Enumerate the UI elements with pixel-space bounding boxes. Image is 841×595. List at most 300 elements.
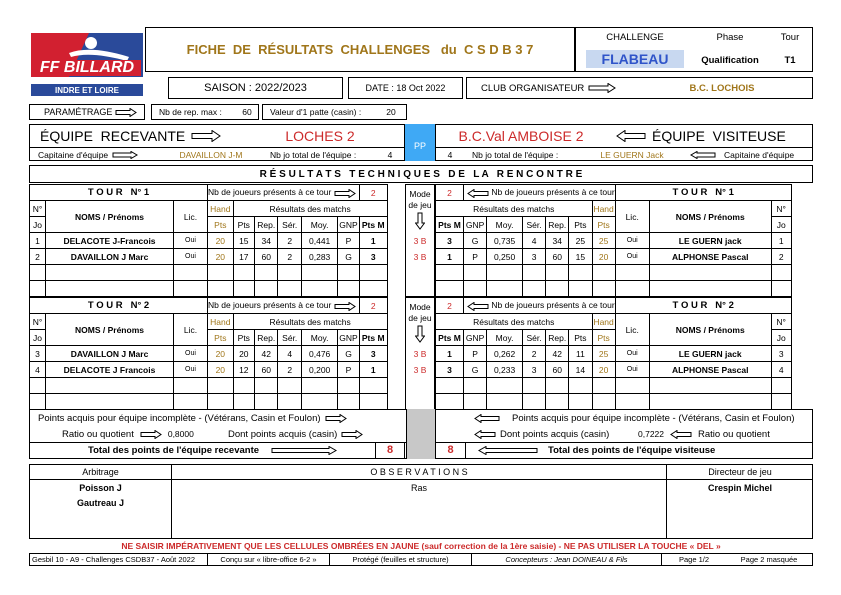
noms-header: NOMS / Prénoms <box>46 201 174 233</box>
cell-rep: 60 <box>254 249 278 265</box>
arrow-right-icon <box>271 446 337 455</box>
cell-hand: 20 <box>208 249 234 265</box>
empty-cell <box>254 265 278 281</box>
moy-header: Moy. <box>301 330 337 346</box>
cell-ser: 2 <box>522 346 545 362</box>
table-row <box>30 281 388 297</box>
empty-cell <box>436 265 464 281</box>
cell-no: 3 <box>771 346 791 362</box>
ptsm-header: Pts M <box>359 217 387 233</box>
empty-cell <box>546 394 569 410</box>
gnp-header: GNP <box>338 330 359 346</box>
ptsm-header: Pts M <box>436 330 464 346</box>
ser-header: Sér. <box>522 217 545 233</box>
ser-header: Sér. <box>278 330 302 346</box>
empty-cell <box>592 378 615 394</box>
empty-cell <box>592 281 615 297</box>
empty-cell <box>46 378 174 394</box>
home-name: LOCHES 2 <box>285 128 355 144</box>
phase-label: Phase <box>716 31 744 43</box>
arrow-left-icon <box>467 302 489 311</box>
mode-value: 3 B <box>413 251 427 262</box>
moy-header: Moy. <box>487 217 523 233</box>
empty-cell <box>208 281 234 297</box>
empty-cell <box>174 281 208 297</box>
cell-moy: 0,200 <box>301 362 337 378</box>
cell-gnp: G <box>464 362 487 378</box>
empty-cell <box>208 394 234 410</box>
cell-nom: LE GUERN jack <box>649 233 771 249</box>
directeur-value: Crespin Michel <box>707 482 772 493</box>
date-label: DATE : <box>365 83 394 93</box>
directeur-label: Directeur de jeu <box>708 467 772 477</box>
table-row <box>30 249 388 265</box>
season-label: SAISON : <box>204 82 252 94</box>
observations-text: Ras <box>410 482 427 493</box>
footer-box <box>29 464 813 539</box>
valeur-box <box>262 104 407 120</box>
cell-ptsm: 3 <box>359 249 387 265</box>
hand-pts-header: Pts <box>208 217 234 233</box>
hand-pts-header: Pts <box>592 217 615 233</box>
empty-cell <box>649 281 771 297</box>
arbitre-2: Gautreau J <box>76 497 125 508</box>
empty-cell <box>46 265 174 281</box>
credits-bar <box>29 553 813 566</box>
cell-rep: 60 <box>546 249 569 265</box>
tour-label: T O U R N° 1 <box>30 185 208 201</box>
cell-pts: 14 <box>569 362 592 378</box>
date-box <box>348 77 463 99</box>
home-team-box <box>29 124 405 161</box>
home-casin-label: Dont points acquis (casin) <box>228 428 338 440</box>
cell-no: 3 <box>30 346 46 362</box>
club-value: B.C. LOCHOIS <box>689 82 755 94</box>
home-incomplete-label: Points acquis pour équipe incomplète - (Vétérans, Casin et Foulon) <box>38 412 321 424</box>
no-header: N° <box>771 314 791 330</box>
tour-label: T O U R N° 2 <box>615 298 791 314</box>
cell-ser: 2 <box>278 233 302 249</box>
club-label: CLUB ORGANISATEUR <box>481 82 585 94</box>
arrow-right-icon <box>325 414 347 423</box>
cell-lic: Oui <box>615 233 649 249</box>
cell-ser: 3 <box>522 249 545 265</box>
rep-header: Rep. <box>546 330 569 346</box>
resultats-header: Résultats des matchs <box>233 314 387 330</box>
empty-cell <box>30 378 46 394</box>
empty-cell <box>30 281 46 297</box>
empty-cell <box>46 394 174 410</box>
total-away-label: Total des points de l'équipe visiteuse <box>548 444 716 456</box>
empty-cell <box>592 394 615 410</box>
away-captain: LE GUERN Jack <box>600 149 664 160</box>
away-total: 4 <box>447 149 453 160</box>
empty-cell <box>522 281 545 297</box>
cell-ptsm: 1 <box>436 346 464 362</box>
empty-cell <box>338 265 359 281</box>
home-results-table <box>29 297 388 410</box>
present-label: Nb de joueurs présents à ce tour <box>208 187 332 198</box>
cell-no: 4 <box>771 362 791 378</box>
cell-gnp: G <box>338 346 359 362</box>
lic-header: Lic. <box>615 314 649 346</box>
table-row <box>30 394 388 410</box>
cell-gnp: P <box>464 346 487 362</box>
no-header: N° <box>771 201 791 217</box>
empty-cell <box>546 281 569 297</box>
home-captain-label: Capitaine d'équipe <box>38 149 109 160</box>
ptsm-header: Pts M <box>359 330 387 346</box>
jo-header: Jo <box>30 330 46 346</box>
rep-header: Rep. <box>546 217 569 233</box>
away-results-table <box>435 297 792 410</box>
arrow-left-icon <box>670 430 692 439</box>
empty-cell <box>254 281 278 297</box>
table-row <box>436 362 792 378</box>
table-row <box>436 281 792 297</box>
credit-concepteurs: Concepteurs : Jean DOINEAU & Fils <box>472 554 662 565</box>
empty-cell <box>46 281 174 297</box>
empty-cell <box>254 378 278 394</box>
present-label: Nb de joueurs présents à ce tour <box>491 187 615 198</box>
cell-gnp: G <box>464 233 487 249</box>
empty-cell <box>301 378 337 394</box>
empty-cell <box>359 378 387 394</box>
cell-rep: 34 <box>254 233 278 249</box>
noms-header: NOMS / Prénoms <box>649 314 771 346</box>
empty-cell <box>30 394 46 410</box>
hand-header: Hand <box>592 201 615 217</box>
cell-ser: 2 <box>278 362 302 378</box>
hand-header: Hand <box>208 201 234 217</box>
table-row <box>436 265 792 281</box>
reprises-value: 60 <box>242 107 252 117</box>
empty-cell <box>464 394 487 410</box>
empty-cell <box>233 394 254 410</box>
empty-cell <box>338 378 359 394</box>
arrow-right-icon <box>334 302 356 311</box>
hand-header: Hand <box>208 314 234 330</box>
challenge-name: FLABEAU <box>586 50 684 68</box>
cell-no: 2 <box>771 249 791 265</box>
away-results-table <box>435 184 792 297</box>
empty-cell <box>546 265 569 281</box>
dejeu-header: de jeu <box>408 313 432 323</box>
logo-name: FF BILLARD <box>39 59 135 76</box>
empty-cell <box>338 281 359 297</box>
noms-header: NOMS / Prénoms <box>649 201 771 233</box>
cell-ptsm: 1 <box>436 249 464 265</box>
empty-cell <box>301 394 337 410</box>
home-ratio-label: Ratio ou quotient <box>62 428 134 440</box>
gnp-header: GNP <box>464 217 487 233</box>
noms-header: NOMS / Prénoms <box>46 314 174 346</box>
empty-cell <box>649 265 771 281</box>
arrow-left-icon <box>616 130 646 142</box>
ser-header: Sér. <box>278 217 302 233</box>
home-total-label: Nb jo total de l'équipe : <box>270 149 357 160</box>
table-row <box>436 378 792 394</box>
present-away: 2 <box>436 298 464 314</box>
cell-hand: 20 <box>592 362 615 378</box>
present-row <box>208 298 360 314</box>
jo-header: Jo <box>30 217 46 233</box>
empty-cell <box>569 378 592 394</box>
logo-box <box>29 27 145 102</box>
total-home: 8 <box>375 442 405 458</box>
empty-cell <box>569 265 592 281</box>
away-total-label: Nb jo total de l'équipe : <box>472 149 559 160</box>
cell-lic: Oui <box>174 249 208 265</box>
arrow-right-icon <box>140 430 162 439</box>
cell-nom: DELACOTE J Francois <box>46 362 174 378</box>
total-away: 8 <box>436 442 466 458</box>
away-casin-label: Dont points acquis (casin) <box>500 428 610 440</box>
cell-moy: 0,233 <box>487 362 523 378</box>
phase-value: Qualification <box>701 54 759 66</box>
table-row <box>30 362 388 378</box>
away-captain-label: Capitaine d'équipe <box>724 149 795 160</box>
table-row <box>436 346 792 362</box>
mode-header: Mode <box>409 302 431 312</box>
reprises-box <box>151 104 259 120</box>
cell-nom: DAVAILLON J Marc <box>46 346 174 362</box>
cell-lic: Oui <box>615 249 649 265</box>
hand-header: Hand <box>592 314 615 330</box>
empty-cell <box>301 265 337 281</box>
tour-label: T O U R N° 2 <box>30 298 208 314</box>
warning-text: NE SAISIR IMPÉRATIVEMENT QUE LES CELLULES OMBRÉES EN JAUNE (sauf correction de la 1ère saisie) - NE PAS UTILISER LA TOUCHE « DEL » <box>121 541 721 551</box>
cell-hand: 25 <box>592 233 615 249</box>
cell-lic: Oui <box>615 346 649 362</box>
season-value: 2022/2023 <box>254 82 307 94</box>
cell-moy: 0,262 <box>487 346 523 362</box>
arrow-right-icon <box>115 108 137 117</box>
mode-header: Mode <box>409 189 431 199</box>
credit-concu: Conçu sur « libre-office 6-2 » <box>208 554 330 565</box>
ptsm-header: Pts M <box>436 217 464 233</box>
cell-rep: 60 <box>546 362 569 378</box>
cell-ser: 3 <box>522 362 545 378</box>
cell-pts: 12 <box>233 362 254 378</box>
empty-cell <box>174 265 208 281</box>
cell-moy: 0,735 <box>487 233 523 249</box>
empty-cell <box>436 281 464 297</box>
empty-cell <box>233 378 254 394</box>
cell-lic: Oui <box>174 233 208 249</box>
present-home: 2 <box>359 298 387 314</box>
cell-nom: ALPHONSE Pascal <box>649 249 771 265</box>
arbitre-1: Poisson J <box>79 482 122 493</box>
jo-header: Jo <box>771 217 791 233</box>
logo-region: INDRE ET LOIRE <box>31 84 143 96</box>
tour-value: T1 <box>784 54 796 66</box>
empty-cell <box>592 265 615 281</box>
page-number: Page 1/2 <box>678 555 710 564</box>
away-name: B.C.Val AMBOISE 2 <box>458 128 584 144</box>
gnp-header: GNP <box>338 217 359 233</box>
away-ratio: 0,7222 <box>638 429 664 439</box>
resultats-header: Résultats des matchs <box>436 201 593 217</box>
empty-cell <box>649 394 771 410</box>
cell-ptsm: 1 <box>359 233 387 249</box>
empty-cell <box>254 394 278 410</box>
credit-gesbil: Gesbil 10 - A9 - Challenges CSDB37 - Août 2022 <box>30 554 208 565</box>
jo-header: Jo <box>771 330 791 346</box>
present-row <box>464 185 616 201</box>
observations-label: O B S E R V A T I O N S <box>370 467 468 477</box>
resultats-header: Résultats des matchs <box>233 201 387 217</box>
empty-cell <box>278 378 302 394</box>
cell-nom: DAVAILLON J Marc <box>46 249 174 265</box>
present-home: 2 <box>359 185 387 201</box>
resultats-header: Résultats des matchs <box>436 314 593 330</box>
gnp-header: GNP <box>464 330 487 346</box>
hand-pts-header: Pts <box>208 330 234 346</box>
empty-cell <box>278 281 302 297</box>
table-row <box>436 233 792 249</box>
table-row <box>30 265 388 281</box>
table-row <box>30 378 388 394</box>
cell-nom: ALPHONSE Pascal <box>649 362 771 378</box>
empty-cell <box>436 378 464 394</box>
mode-column <box>405 297 435 410</box>
present-row <box>208 185 360 201</box>
empty-cell <box>233 265 254 281</box>
empty-cell <box>464 378 487 394</box>
empty-cell <box>615 281 649 297</box>
empty-cell <box>338 394 359 410</box>
moy-header: Moy. <box>301 217 337 233</box>
cell-hand: 20 <box>208 346 234 362</box>
empty-cell <box>649 378 771 394</box>
lic-header: Lic. <box>615 201 649 233</box>
cell-moy: 0,250 <box>487 249 523 265</box>
param-box <box>29 104 145 120</box>
present-away: 2 <box>436 185 464 201</box>
page-masked: Page 2 masquée <box>740 555 798 564</box>
rep-header: Rep. <box>254 330 278 346</box>
cell-hand: 20 <box>208 362 234 378</box>
page-title: FICHE DE RÉSULTATS CHALLENGES du C S D B 3 7 <box>145 27 575 72</box>
arrow-left-icon <box>690 151 716 159</box>
table-row <box>30 346 388 362</box>
empty-cell <box>569 281 592 297</box>
cell-hand: 25 <box>592 346 615 362</box>
cell-hand: 20 <box>592 249 615 265</box>
home-results-table <box>29 184 388 297</box>
empty-cell <box>464 265 487 281</box>
cell-gnp: P <box>338 362 359 378</box>
arrow-down-icon <box>415 325 425 343</box>
empty-cell <box>359 265 387 281</box>
tour-label: Tour <box>780 31 800 43</box>
season-box <box>168 77 343 99</box>
hand-pts-header: Pts <box>592 330 615 346</box>
no-header: N° <box>30 314 46 330</box>
empty-cell <box>771 281 791 297</box>
cell-rep: 34 <box>546 233 569 249</box>
no-header: N° <box>30 201 46 217</box>
arrow-left-icon <box>474 414 500 423</box>
cell-moy: 0,441 <box>301 233 337 249</box>
cell-gnp: P <box>464 249 487 265</box>
empty-cell <box>30 265 46 281</box>
cell-moy: 0,476 <box>301 346 337 362</box>
cell-pts: 15 <box>233 233 254 249</box>
empty-cell <box>464 281 487 297</box>
table-row <box>30 233 388 249</box>
empty-cell <box>436 394 464 410</box>
mode-value: 3 B <box>413 235 427 246</box>
empty-cell <box>487 265 523 281</box>
cell-no: 1 <box>771 233 791 249</box>
mode-value: 3 B <box>413 348 427 359</box>
rep-header: Rep. <box>254 217 278 233</box>
empty-cell <box>174 394 208 410</box>
cell-rep: 42 <box>254 346 278 362</box>
cell-no: 2 <box>30 249 46 265</box>
cell-ser: 4 <box>522 233 545 249</box>
cell-pts: 15 <box>569 249 592 265</box>
cell-rep: 60 <box>254 362 278 378</box>
club-box <box>466 77 813 99</box>
arrow-right-icon <box>191 130 221 142</box>
cell-ptsm: 3 <box>436 362 464 378</box>
moy-header: Moy. <box>487 330 523 346</box>
cell-lic: Oui <box>174 346 208 362</box>
total-home-label: Total des points de l'équipe recevante <box>88 444 260 456</box>
present-label: Nb de joueurs présents à ce tour <box>208 300 332 311</box>
cell-gnp: P <box>338 233 359 249</box>
empty-cell <box>771 378 791 394</box>
empty-cell <box>522 394 545 410</box>
lic-header: Lic. <box>174 201 208 233</box>
valeur-value: 20 <box>386 107 396 117</box>
empty-cell <box>487 394 523 410</box>
empty-cell <box>174 378 208 394</box>
empty-cell <box>615 378 649 394</box>
empty-cell <box>522 265 545 281</box>
arrow-right-icon <box>588 83 616 93</box>
date-value: 18 Oct 2022 <box>396 83 446 93</box>
empty-cell <box>546 378 569 394</box>
present-row <box>464 298 616 314</box>
cell-moy: 0,283 <box>301 249 337 265</box>
empty-cell <box>278 394 302 410</box>
cell-lic: Oui <box>174 362 208 378</box>
arrow-left-icon <box>467 189 489 198</box>
tour-label: T O U R N° 1 <box>615 185 791 201</box>
cell-no: 4 <box>30 362 46 378</box>
table-row <box>436 249 792 265</box>
away-team-box <box>435 124 813 161</box>
empty-cell <box>208 378 234 394</box>
pts-header: Pts <box>233 330 254 346</box>
empty-cell <box>615 394 649 410</box>
empty-cell <box>487 378 523 394</box>
cell-pts: 20 <box>233 346 254 362</box>
empty-cell <box>522 378 545 394</box>
lic-header: Lic. <box>174 314 208 346</box>
empty-cell <box>233 281 254 297</box>
challenge-box <box>575 27 813 72</box>
dejeu-header: de jeu <box>408 200 432 210</box>
pts-header: Pts <box>569 217 592 233</box>
arrow-right-icon <box>334 189 356 198</box>
cell-nom: DELACOTE J-Francois <box>46 233 174 249</box>
credit-protege: Protégé (feuilles et structure) <box>330 554 472 565</box>
